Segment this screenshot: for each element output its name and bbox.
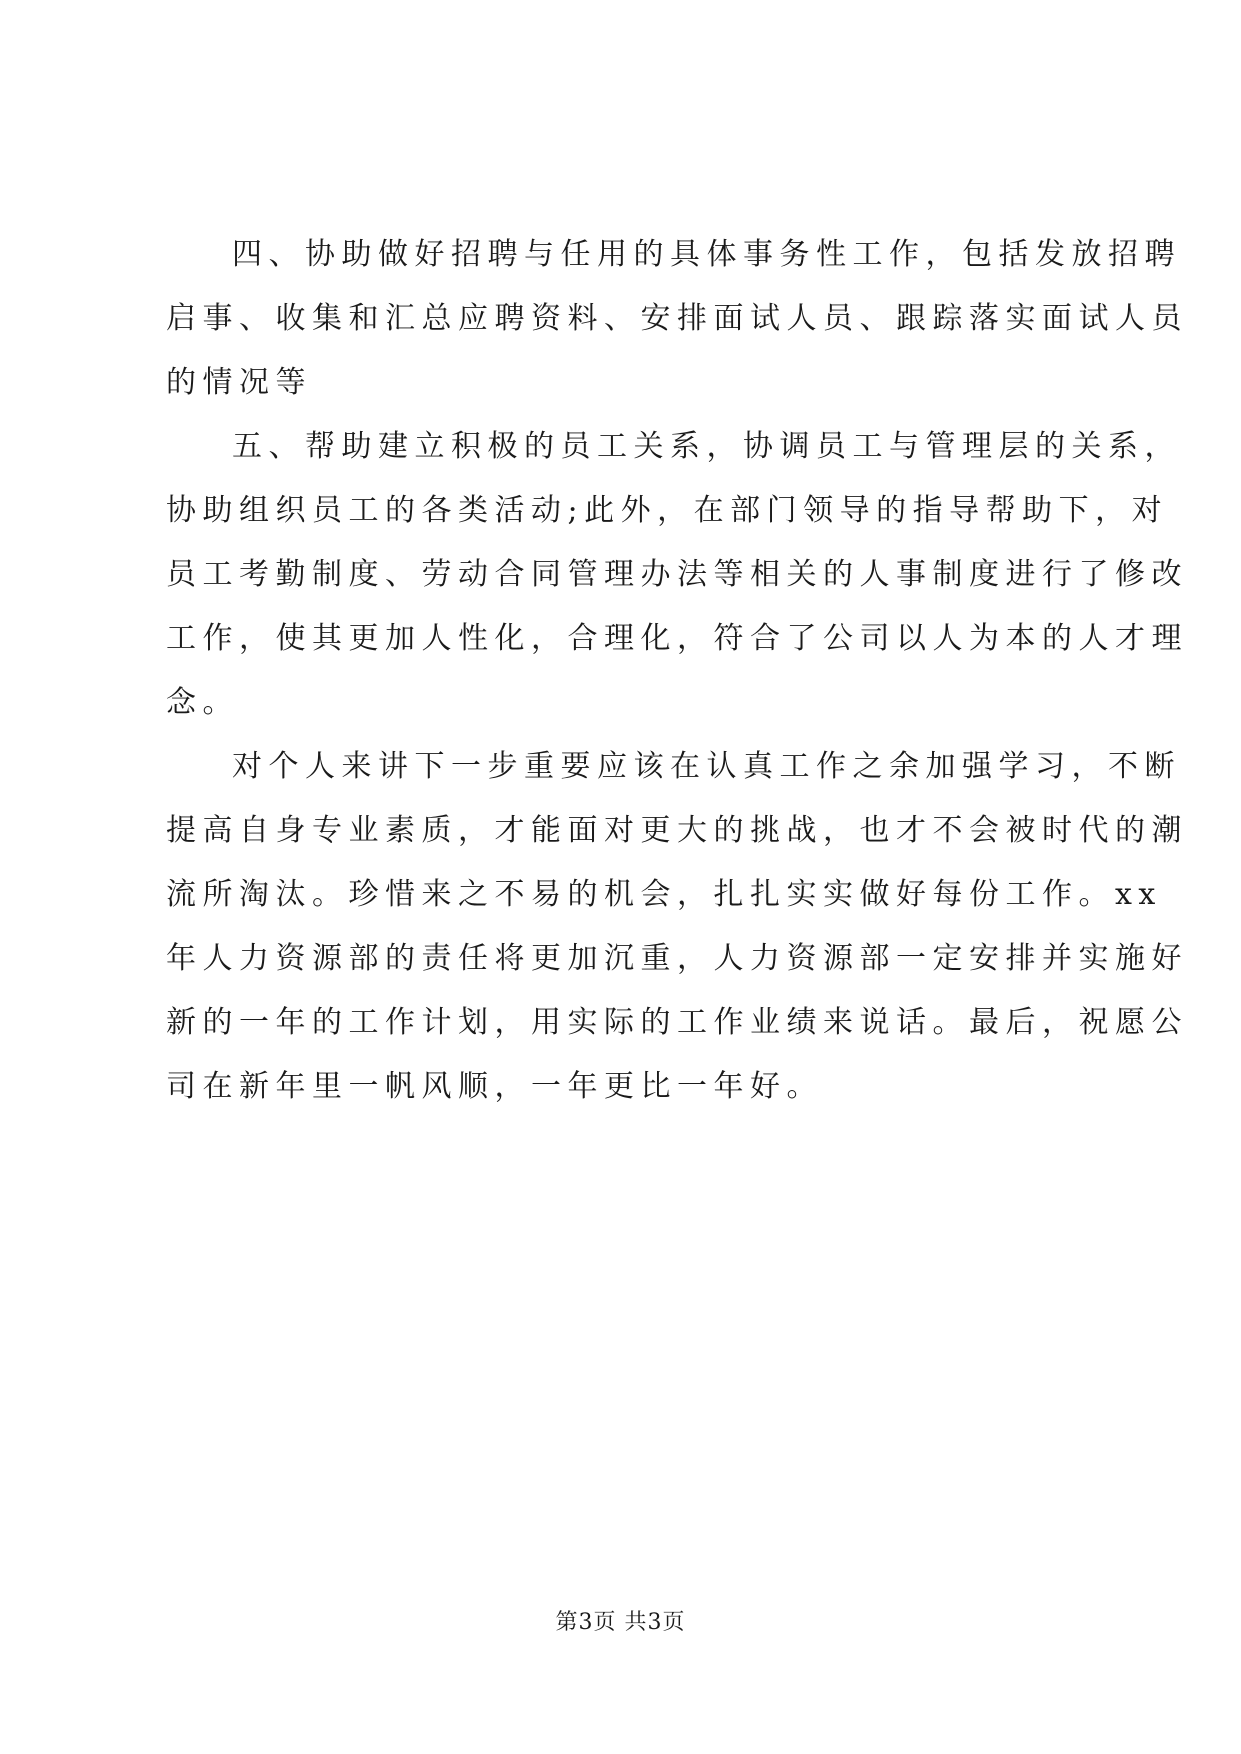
paragraph-6-line-6: 司在新年里一帆风顺，一年更比一年好。 bbox=[166, 1069, 823, 1104]
paragraph-4-line-3: 的情况等 bbox=[166, 365, 312, 400]
page-number-footer: 第3页 共3页 bbox=[555, 1610, 686, 1635]
paragraph-4-line-1: 四、协助做好招聘与任用的具体事务性工作，包括发放招聘 bbox=[232, 237, 1181, 272]
paragraph-5-line-4: 工作，使其更加人性化，合理化，符合了公司以人为本的人才理 bbox=[166, 621, 1188, 656]
paragraph-5-line-5: 念。 bbox=[166, 685, 239, 720]
paragraph-6-line-2: 提高自身专业素质，才能面对更大的挑战，也才不会被时代的潮 bbox=[166, 813, 1188, 848]
paragraph-5-line-1: 五、帮助建立积极的员工关系，协调员工与管理层的关系， bbox=[232, 429, 1181, 464]
paragraph-6-line-5: 新的一年的工作计划，用实际的工作业绩来说话。最后，祝愿公 bbox=[166, 1005, 1188, 1040]
paragraph-6-line-1: 对个人来讲下一步重要应该在认真工作之余加强学习，不断 bbox=[232, 749, 1181, 784]
paragraph-4-line-2: 启事、收集和汇总应聘资料、安排面试人员、跟踪落实面试人员 bbox=[166, 301, 1188, 336]
paragraph-5-line-2: 协助组织员工的各类活动;此外，在部门领导的指导帮助下，对 bbox=[166, 493, 1169, 528]
paragraph-6-line-4: 年人力资源部的责任将更加沉重，人力资源部一定安排并实施好 bbox=[166, 941, 1188, 976]
paragraph-5-line-3: 员工考勤制度、劳动合同管理办法等相关的人事制度进行了修改 bbox=[166, 557, 1188, 592]
paragraph-6-line-3: 流所淘汰。珍惜来之不易的机会，扎扎实实做好每份工作。xx bbox=[166, 877, 1162, 912]
